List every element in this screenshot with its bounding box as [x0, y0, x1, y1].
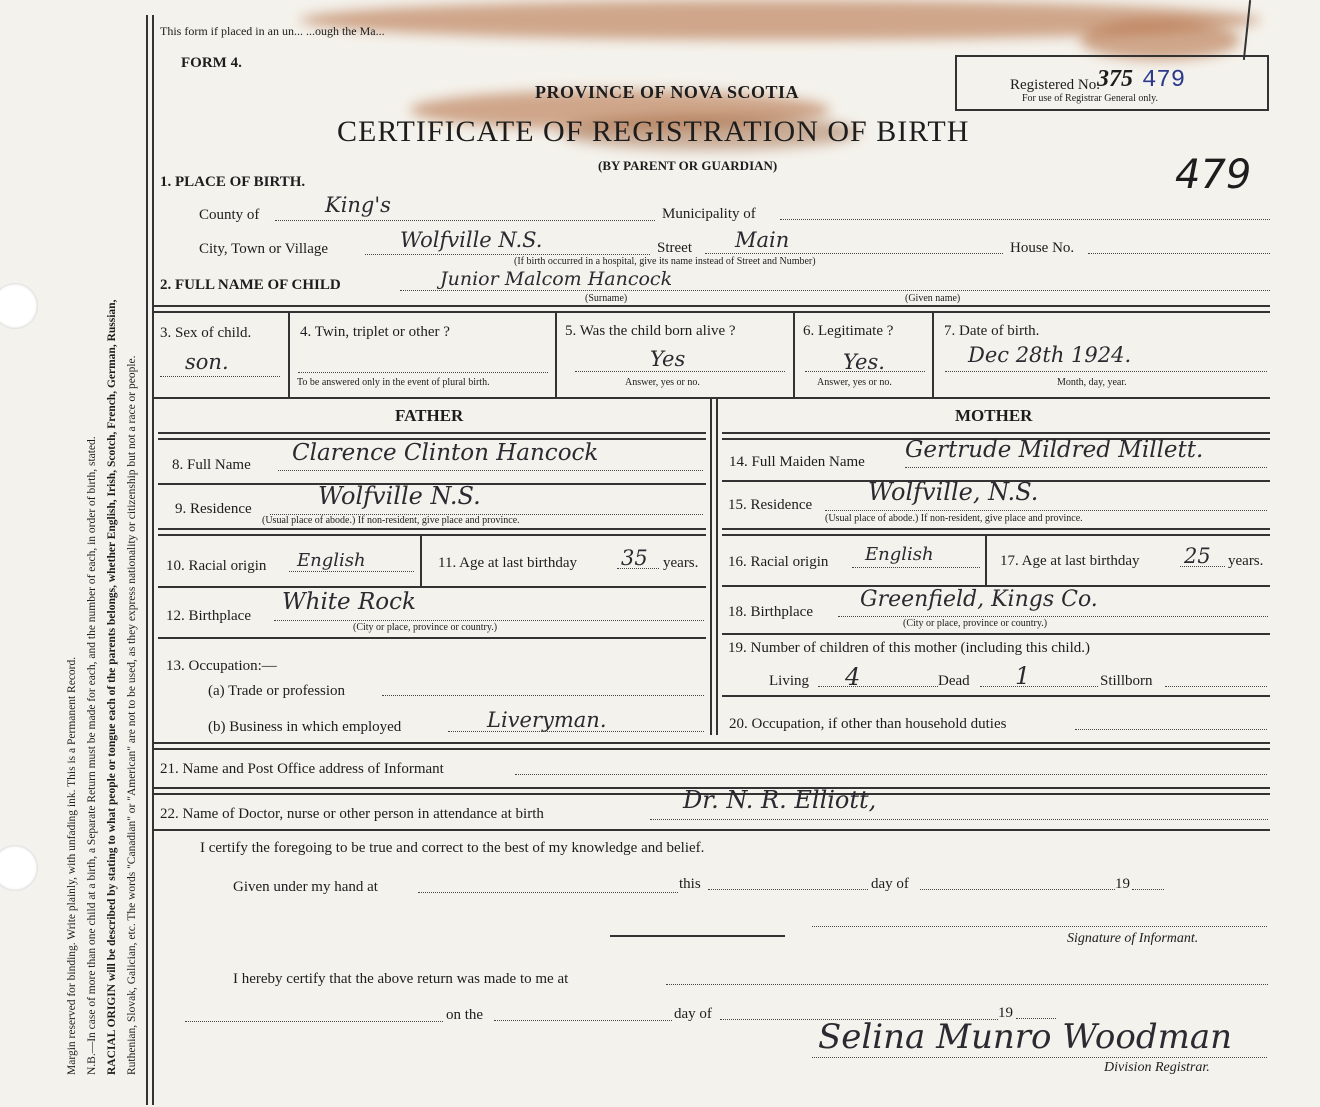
- margin-note-1: Margin reserved for binding. Write plainly, with unfading ink. This is a Permanent Record.: [66, 656, 78, 1075]
- mother-residence-line: [825, 510, 1267, 511]
- father-racial-value: English: [297, 550, 366, 571]
- punch-hole: [0, 845, 38, 891]
- alive-label: 5. Was the child born alive ?: [565, 323, 736, 339]
- mother-name-value: Gertrude Mildred Millett.: [905, 437, 1204, 463]
- mother-age-value: 25: [1184, 544, 1211, 568]
- place-line: [185, 1021, 443, 1022]
- mother-residence-label: 15. Residence: [728, 497, 813, 513]
- margin-note-4: Ruthenian, Slovak, Galician, etc. The words "Canadian" or "American" are not to be used, as they express nationality or citizenship but not a race or people.: [126, 355, 138, 1075]
- rule: [722, 633, 1270, 635]
- dead-label: Dead: [938, 673, 970, 689]
- father-residence-note: (Usual place of abode.) If non-resident, give place and province.: [262, 515, 520, 526]
- rule: [152, 748, 1270, 750]
- hospital-note: (If birth occurred in a hospital, give its name instead of Street and Number): [514, 256, 816, 267]
- father-racial-label: 10. Racial origin: [166, 558, 267, 574]
- trade-line: [382, 695, 704, 696]
- informant-signature-line: [812, 926, 1267, 927]
- divider: [932, 313, 934, 398]
- twin-note: To be answered only in the event of plural birth.: [297, 377, 490, 388]
- father-name-label: 8. Full Name: [172, 457, 251, 473]
- county-value: King's: [325, 193, 391, 217]
- mother-racial-label: 16. Racial origin: [728, 554, 829, 570]
- rule: [152, 829, 1270, 831]
- sex-value: son.: [185, 350, 229, 374]
- father-residence-label: 9. Residence: [175, 501, 252, 517]
- dead-value: 1: [1015, 662, 1031, 690]
- father-residence-value: Wolfville N.S.: [318, 482, 481, 510]
- registrar-text: I hereby certify that the above return was made to me at: [233, 971, 569, 987]
- mother-name-label: 14. Full Maiden Name: [729, 454, 865, 470]
- father-birthplace-label: 12. Birthplace: [166, 608, 251, 624]
- business-label: (b) Business in which employed: [208, 719, 402, 735]
- registrar-note: For use of Registrar General only.: [1022, 93, 1158, 104]
- rule: [722, 695, 1270, 697]
- mother-name-line: [905, 467, 1267, 468]
- doctor-value: Dr. N. R. Elliott,: [683, 786, 877, 814]
- rule: [152, 305, 1270, 307]
- business-value: Liveryman.: [487, 708, 607, 732]
- father-name-line: [278, 470, 703, 471]
- margin-rule: [146, 15, 148, 1105]
- municipality-label: Municipality of: [662, 206, 756, 222]
- registrar-caption: Division Registrar.: [1104, 1060, 1210, 1075]
- dob-note: Month, day, year.: [1057, 377, 1127, 388]
- stillborn-line: [1165, 686, 1267, 687]
- father-birthplace-line: [274, 620, 704, 621]
- province-heading: PROVINCE OF NOVA SCOTIA: [535, 82, 800, 102]
- given-line: [418, 892, 678, 893]
- registrar-place-line: [666, 984, 1268, 985]
- ink-stroke: [1243, 0, 1251, 60]
- city-line: [365, 254, 650, 255]
- rule: [158, 528, 706, 530]
- mother-racial-line: [852, 567, 980, 568]
- on-the-line: [494, 1020, 672, 1021]
- mother-years-label: years.: [1228, 553, 1264, 569]
- rule: [610, 935, 785, 937]
- rule: [152, 311, 1270, 313]
- margin-rule: [152, 15, 154, 1105]
- surname-caption: (Surname): [585, 293, 628, 304]
- top-note: This form if placed in an un... ...ough the Ma...: [160, 24, 385, 38]
- living-label: Living: [769, 673, 809, 689]
- street-value: Main: [735, 228, 790, 252]
- dob-value: Dec 28th 1924.: [968, 343, 1132, 367]
- stillborn-label: Stillborn: [1100, 673, 1153, 689]
- divider: [716, 399, 718, 735]
- mother-birthplace-label: 18. Birthplace: [728, 604, 813, 620]
- given-caption: (Given name): [905, 293, 961, 304]
- registered-label: Registered No.: [1010, 77, 1100, 93]
- registered-printed-number: 375: [1097, 66, 1133, 92]
- certificate-title: CERTIFICATE OF REGISTRATION OF BIRTH: [337, 115, 970, 148]
- margin-note-2: N.B.—In case of more than one child at a birth, a Separate Return must be made for each, and the number of each, in order of birth, stated.: [86, 436, 98, 1075]
- father-racial-line: [289, 571, 414, 572]
- form-number: FORM 4.: [181, 55, 242, 71]
- registrar-signature: Selina Munro Woodman: [818, 1017, 1233, 1057]
- certificate-subtitle: (BY PARENT OR GUARDIAN): [598, 158, 778, 173]
- house-line: [1088, 253, 1270, 254]
- mother-birthplace-note: (City or place, province or country.): [903, 618, 1048, 629]
- child-name-value: Junior Malcom Hancock: [440, 268, 673, 290]
- mother-residence-note: (Usual place of abode.) If non-resident, give place and province.: [825, 513, 1083, 524]
- doctor-label: 22. Name of Doctor, nurse or other person in attendance at birth: [160, 806, 544, 822]
- day-of-label-2: day of: [674, 1006, 712, 1022]
- child-name-line: [400, 290, 1270, 291]
- county-label: County of: [199, 207, 260, 223]
- year-line: [1132, 889, 1164, 890]
- sex-line: [160, 376, 280, 377]
- father-birthplace-note: (City or place, province or country.): [353, 622, 498, 633]
- rule: [722, 534, 1270, 536]
- father-years-label: years.: [663, 555, 699, 571]
- divider: [793, 313, 795, 398]
- county-line: [275, 220, 655, 221]
- year-19-label-2: 19: [998, 1005, 1013, 1021]
- mother-birthplace-value: Greenfield, Kings Co.: [860, 587, 1098, 612]
- children-label: 19. Number of children of this mother (including this child.): [728, 640, 1091, 656]
- legitimate-value: Yes.: [843, 350, 885, 374]
- legitimate-label: 6. Legitimate ?: [803, 323, 894, 339]
- mother-occupation-line: [1075, 729, 1267, 730]
- informant-signature-caption: Signature of Informant.: [1067, 931, 1199, 946]
- dob-line: [945, 371, 1267, 372]
- municipality-line: [780, 219, 1270, 220]
- margin-note-3: RACIAL ORIGIN will be described by stating to what people or tongue each of the parents belongs, whether English, Irish, Scotch, French, German, Russian,: [106, 299, 118, 1075]
- dead-line: [980, 686, 1098, 687]
- informant-line: [515, 774, 1267, 775]
- doctor-line: [650, 819, 1268, 820]
- rule: [158, 534, 706, 536]
- house-label: House No.: [1010, 240, 1075, 256]
- street-label: Street: [657, 240, 692, 256]
- this-line: [708, 889, 868, 890]
- twin-label: 4. Twin, triplet or other ?: [300, 324, 450, 340]
- informant-label: 21. Name and Post Office address of Informant: [160, 761, 444, 777]
- father-name-value: Clarence Clinton Hancock: [292, 440, 599, 466]
- mother-heading: MOTHER: [955, 406, 1033, 425]
- rule: [152, 742, 1270, 744]
- mother-occupation-label: 20. Occupation, if other than household duties: [729, 716, 1007, 732]
- stain: [1080, 20, 1240, 60]
- father-heading: FATHER: [395, 406, 464, 425]
- handwritten-number: 479: [1175, 152, 1252, 198]
- divider: [710, 399, 712, 735]
- father-occupation-label: 13. Occupation:—: [166, 658, 277, 674]
- mother-birthplace-line: [838, 616, 1268, 617]
- rule: [158, 637, 706, 639]
- father-age-value: 35: [621, 546, 648, 570]
- living-value: 4: [845, 663, 861, 691]
- trade-label: (a) Trade or profession: [208, 683, 346, 699]
- child-name-label: 2. FULL NAME OF CHILD: [160, 277, 341, 293]
- mother-racial-value: English: [865, 544, 934, 565]
- day-of-line: [920, 889, 1115, 890]
- this-label: this: [679, 876, 701, 892]
- legitimate-note: Answer, yes or no.: [817, 377, 892, 388]
- alive-note: Answer, yes or no.: [625, 377, 700, 388]
- divider: [420, 535, 422, 587]
- on-the-label: on the: [446, 1007, 484, 1023]
- punch-hole: [0, 283, 38, 329]
- given-label: Given under my hand at: [233, 879, 378, 895]
- dob-label: 7. Date of birth.: [944, 323, 1040, 339]
- mother-age-label: 17. Age at last birthday: [1000, 553, 1140, 569]
- divider: [555, 313, 557, 398]
- alive-line: [575, 371, 785, 372]
- rule: [158, 432, 706, 434]
- certify-text: I certify the foregoing to be true and correct to the best of my knowledge and belief.: [200, 840, 705, 856]
- alive-value: Yes: [650, 347, 686, 371]
- father-birthplace-value: White Rock: [282, 589, 416, 615]
- rule: [722, 432, 1270, 434]
- divider: [288, 313, 290, 398]
- father-age-label: 11. Age at last birthday: [438, 555, 577, 571]
- twin-line: [298, 372, 548, 373]
- rule: [722, 528, 1270, 530]
- place-of-birth-label: 1. PLACE OF BIRTH.: [160, 174, 306, 190]
- registrar-signature-line: [812, 1057, 1267, 1058]
- city-label: City, Town or Village: [199, 241, 329, 257]
- rule: [158, 586, 706, 588]
- living-line: [818, 686, 938, 687]
- mother-residence-value: Wolfville, N.S.: [868, 478, 1039, 506]
- city-value: Wolfville N.S.: [400, 228, 543, 252]
- sex-label: 3. Sex of child.: [160, 325, 252, 341]
- year-19-label: 19: [1115, 876, 1130, 892]
- registered-stamped-number: 479: [1142, 67, 1186, 94]
- street-line: [705, 253, 1003, 254]
- divider: [985, 535, 987, 587]
- day-of-label: day of: [871, 876, 909, 892]
